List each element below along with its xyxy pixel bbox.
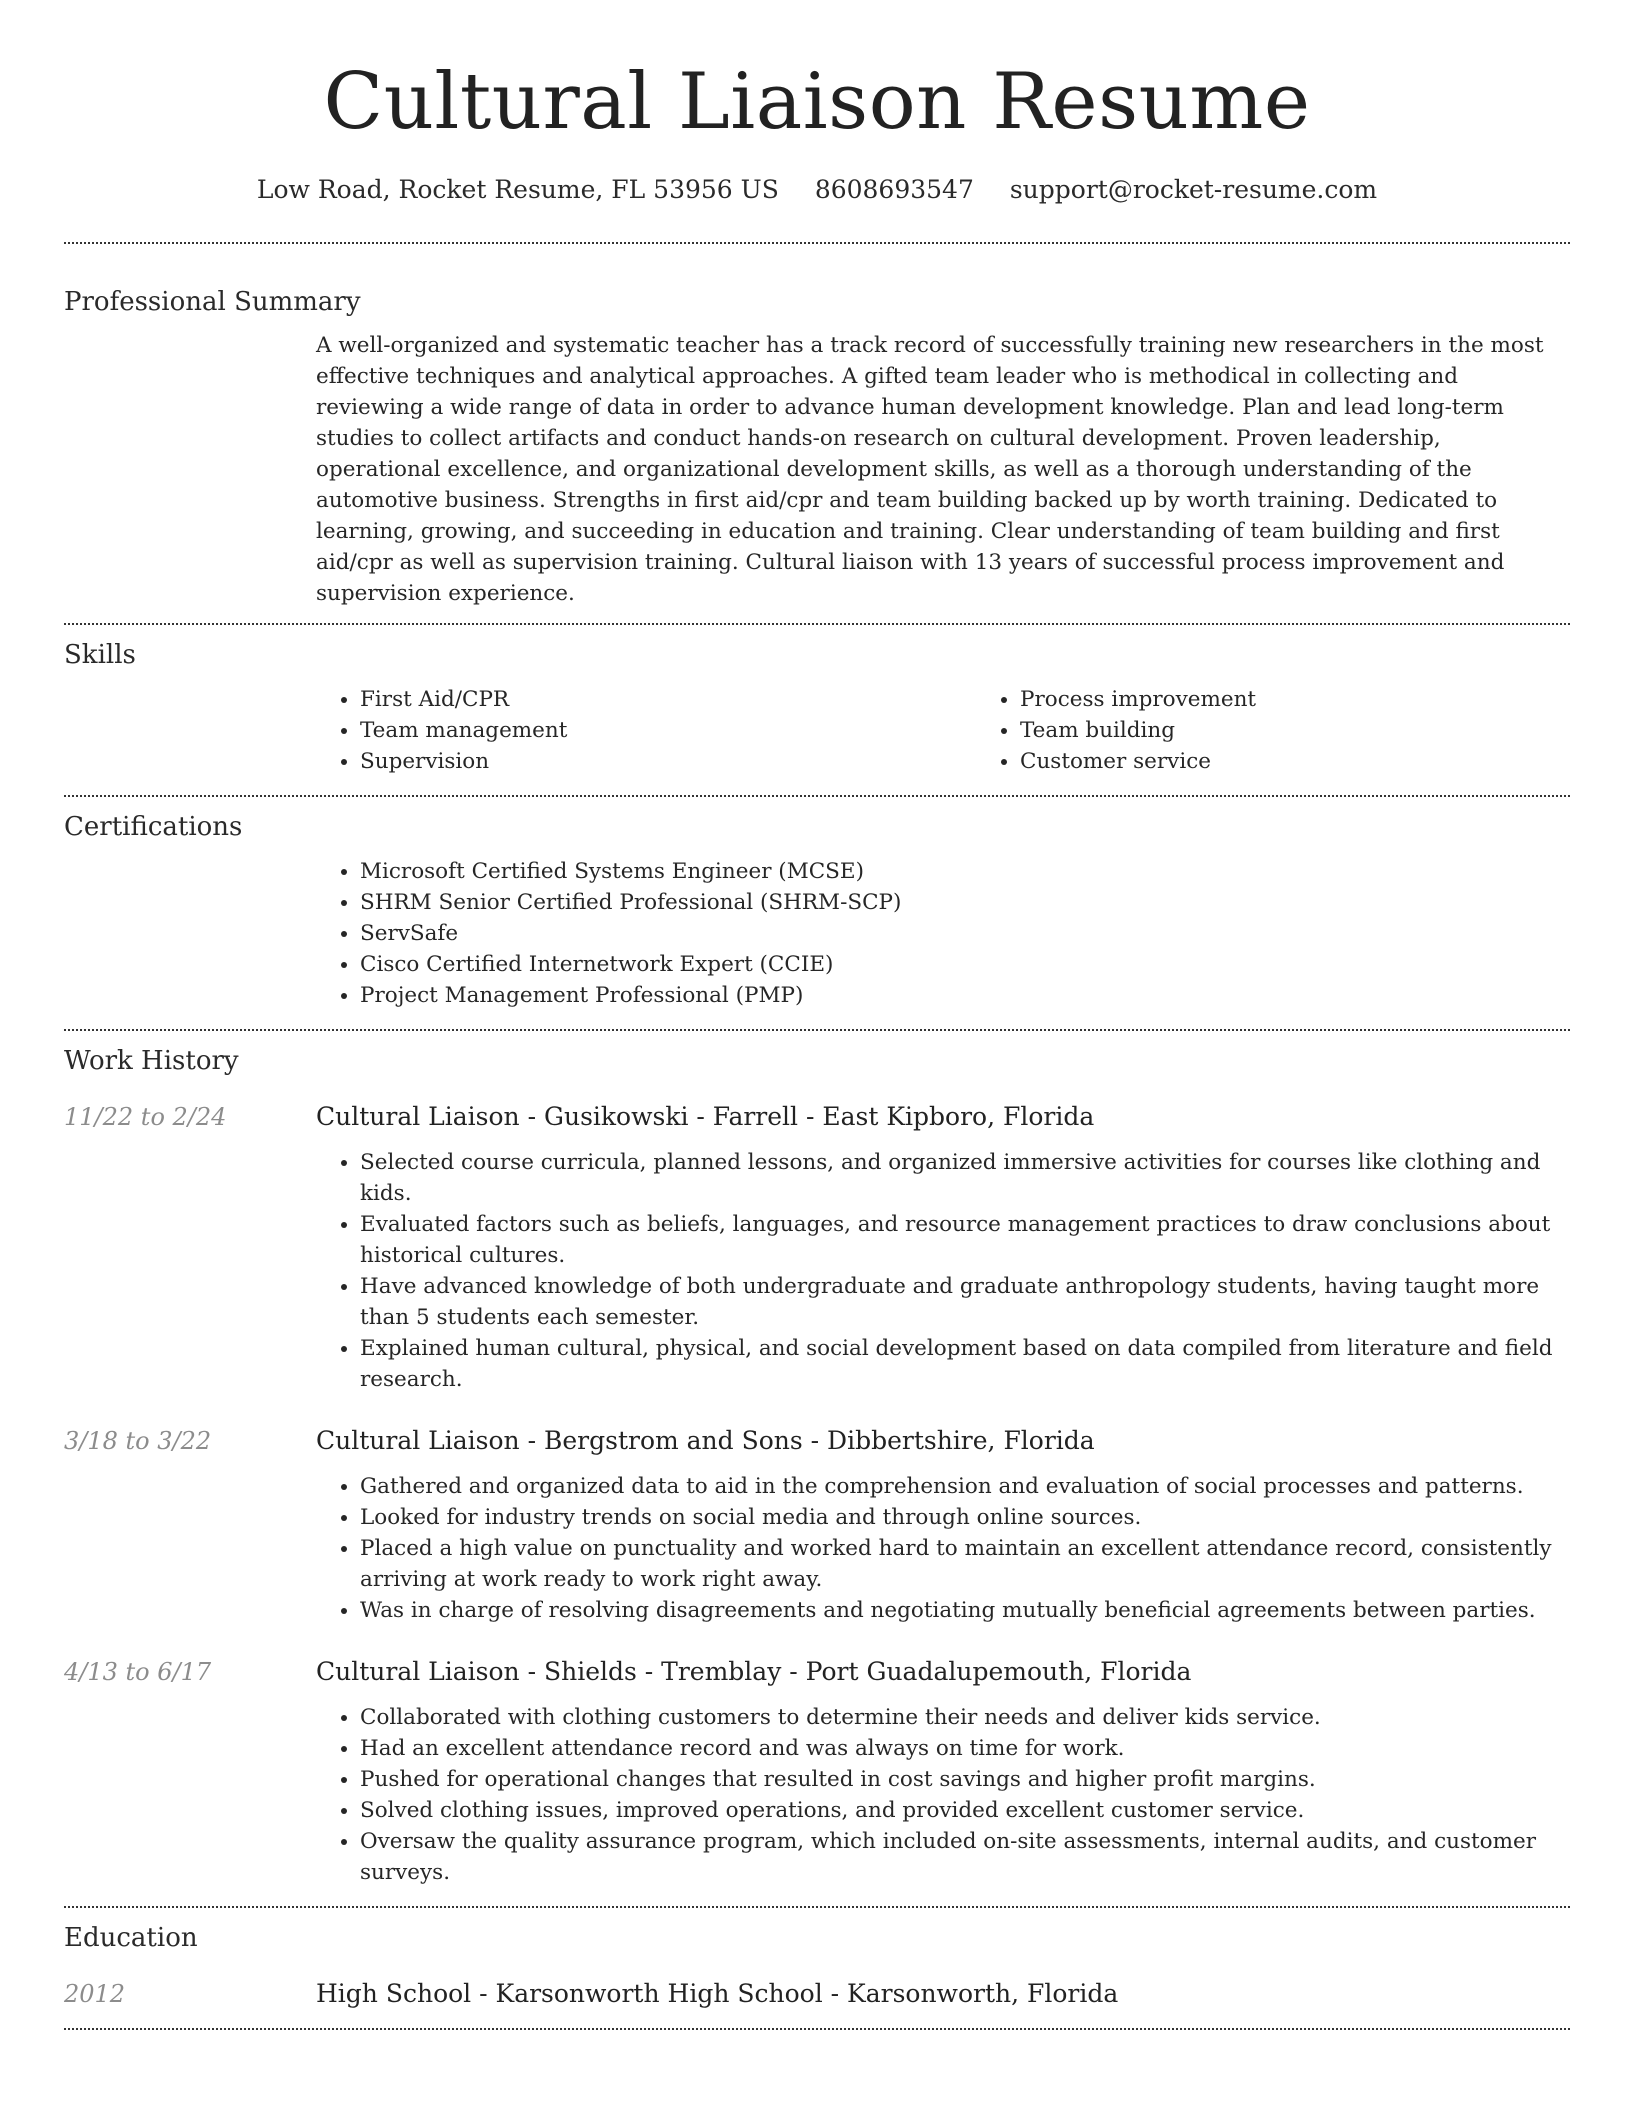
job-title: Cultural Liaison - Gusikowski - Farrell - East Kipboro, Florida [316,1102,1095,1131]
summary-section [64,284,1570,609]
job-bullet: • Collaborated with clothing customers to determine their needs and deliver kids service. [360,1702,1570,1733]
certifications-section [64,809,1570,1011]
job-bullet: • Placed a high value on punctuality and worked hard to maintain an excellent attendance record, consistently arriving at work ready to work right away. [360,1533,1570,1595]
divider [64,1906,1570,1908]
job-bullet: • Pushed for operational changes that resulted in cost savings and higher profit margins. [360,1764,1570,1795]
certification-item: • ServSafe [360,918,1570,949]
skill-item: • Team building [1020,715,1632,746]
section-title-education: Education [64,1923,198,1953]
certification-item: • Microsoft Certified Systems Engineer (MCSE) [360,856,1570,887]
certification-item: • Cisco Certified Internetwork Expert (CCIE) [360,949,1570,980]
address: Low Road, Rocket Resume, FL 53956 US [256,175,779,204]
job-entry [64,1423,1570,1626]
divider [64,242,1570,244]
divider [64,2028,1570,2030]
summary-text: A well-organized and systematic teacher has a track record of successfully training new researchers in the most effective techniques and analytical approaches. A gifted team leader who is methodical in collecting and reviewing a wide range of data in order to advance human development knowledge. Plan and lead long-term studies to collect artifacts and conduct hands-on research on cultural development. Proven leadership, operational excellence, and organizational development skills, as well as a thorough understanding of the automotive business. Strengths in first aid/cpr and team building backed up by worth training. Dedicated to learning, growing, and succeeding in education and training. Clear understanding of team building and first aid/cpr as well as supervision training. Cultural liaison with 13 years of successful process improvement and supervision experience. [316,333,1544,606]
job-entry [64,1654,1570,1888]
job-bullet: • Gathered and organized data to aid in the comprehension and evaluation of social processes and patterns. [360,1471,1570,1502]
education-title: High School - Karsonworth High School - Karsonworth, Florida [316,1979,1119,2008]
job-bullet: • Oversaw the quality assurance program, which included on-site assessments, internal audits, and customer surveys. [360,1826,1570,1888]
job-bullet: • Solved clothing issues, improved operations, and provided excellent customer service. [360,1795,1570,1826]
certification-item: • Project Management Professional (PMP) [360,980,1570,1011]
job-bullet: • Have advanced knowledge of both undergraduate and graduate anthropology students, having taught more than 5 students each semester. [360,1271,1570,1333]
job-title: Cultural Liaison - Shields - Tremblay - Port Guadalupemouth, Florida [316,1657,1192,1686]
education-section [64,1920,1570,2012]
skill-item: • Supervision [360,746,976,777]
job-bullets [316,1702,1570,1888]
skill-item: • First Aid/CPR [360,684,976,715]
skill-item: • Customer service [1020,746,1632,777]
divider [64,1029,1570,1031]
skills-list-left [316,684,976,777]
education-entry [64,1976,1570,2012]
section-title-work-history: Work History [64,1046,239,1076]
job-title: Cultural Liaison - Bergstrom and Sons - Dibbertshire, Florida [316,1426,1095,1455]
job-bullet: • Explained human cultural, physical, and social development based on data compiled from literature and field research. [360,1333,1570,1395]
job-bullets [316,1147,1570,1395]
job-dates: 3/18 to 3/22 [64,1427,212,1455]
job-bullet: • Was in charge of resolving disagreements and negotiating mutually beneficial agreements between parties. [360,1595,1570,1626]
page-title: Cultural Liaison Resume [323,57,1311,147]
skills-section [64,637,1570,777]
job-bullet: • Evaluated factors such as beliefs, languages, and resource management practices to draw conclusions about historical cultures. [360,1209,1570,1271]
work-history-section [64,1043,1570,1888]
resume-page [64,0,1570,2030]
job-bullet: • Looked for industry trends on social media and through online sources. [360,1502,1570,1533]
section-title-summary: Professional Summary [64,287,361,317]
education-year: 2012 [64,1980,126,2008]
job-bullet: • Selected course curricula, planned lessons, and organized immersive activities for courses like clothing and kids. [360,1147,1570,1209]
job-entry [64,1099,1570,1395]
section-title-skills: Skills [64,640,136,670]
phone: 8608693547 [814,175,974,204]
job-dates: 4/13 to 6/17 [64,1658,212,1686]
divider [64,795,1570,797]
skills-list-right [976,684,1632,777]
section-title-certifications: Certifications [64,812,243,842]
certifications-list [316,856,1570,1011]
skill-item: • Process improvement [1020,684,1632,715]
divider [64,623,1570,625]
job-bullet: • Had an excellent attendance record and was always on time for work. [360,1733,1570,1764]
job-bullets [316,1471,1570,1626]
skill-item: • Team management [360,715,976,746]
email-link[interactable]: support@rocket-resume.com [1009,175,1378,204]
job-dates: 11/22 to 2/24 [64,1103,227,1131]
certification-item: • SHRM Senior Certified Professional (SHRM-SCP) [360,887,1570,918]
contact-line [64,172,1570,208]
